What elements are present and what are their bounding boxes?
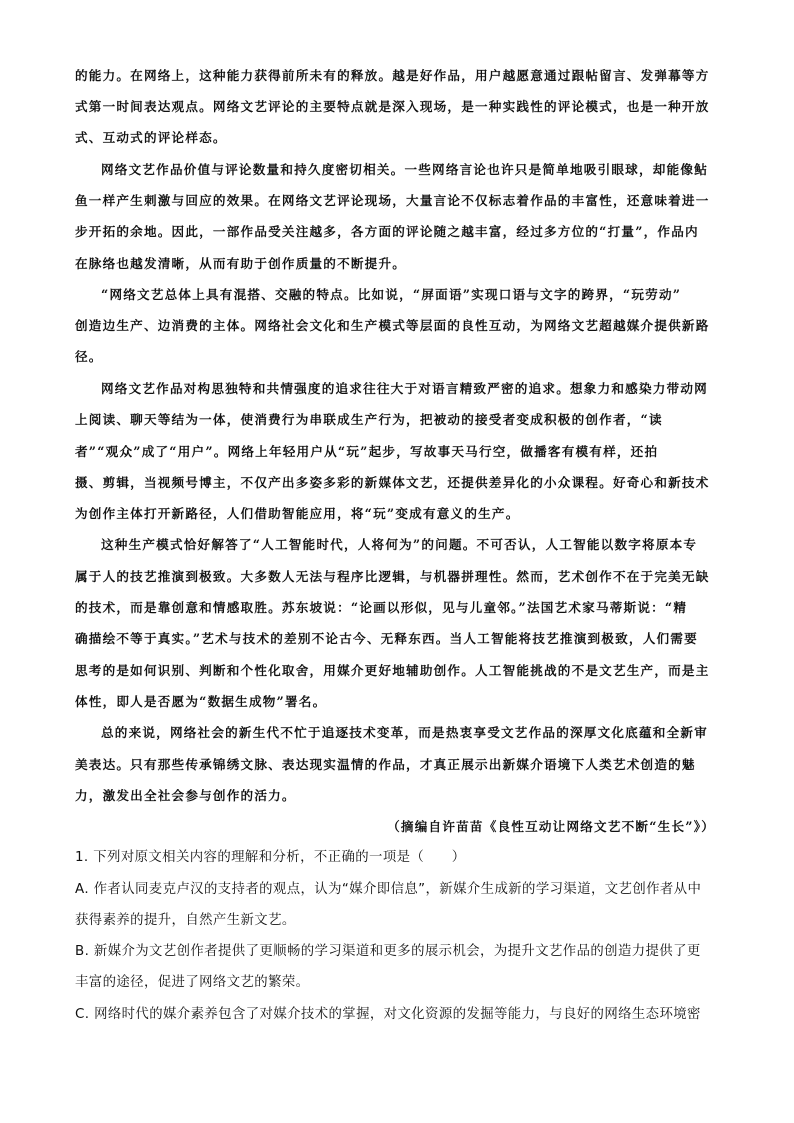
passage-line: “网络文艺总体上具有混搭、交融的特点。比如说，“屏面语”实现口语与文字的跨界，“玩劳动” — [101, 287, 682, 302]
passage-line: 属于人的技艺推演到极致。大多数人无法与程序比逻辑，与机器拼理性。然而，艺术创作不在于完美无缺 — [75, 569, 710, 584]
passage-line: 这种生产模式恰好解答了“人工智能时代，人将何为”的问题。不可否认，人工智能以数字将原本专 — [101, 537, 698, 552]
passage-line: 步开拓的余地。因此，一部作品受关注越多，各方面的评论随之越丰富，经过多方位的“打量”，作品内 — [75, 224, 699, 239]
passage-line: 的技术，而是靠创意和情感取胜。苏东坡说：“论画以形似，见与儿童邻。”法国艺术家马蒂斯说：“精 — [75, 600, 688, 615]
passage-line: 式第一时间表达观点。网络文艺评论的主要特点就是深入现场，是一种实践性的评论模式，也是一种开放 — [75, 99, 710, 114]
source-citation: （摘编自许苗苗《良性互动让网络文艺不断“生长”》） — [387, 819, 715, 834]
passage-line: 美表达。只有那些传承锦绣文脉、表达现实温情的作品，才真正展示出新媒介语境下人类艺术创造的魅 — [75, 757, 696, 772]
passage-line: 为创作主体打开新路径，人们借助智能应用，将“玩”变成有意义的生产。 — [75, 506, 520, 521]
option-b-line: B. 新媒介为文艺创作者提供了更顺畅的学习渠道和更多的展示机会，为提升文艺作品的创造力提供了更 — [75, 944, 701, 959]
question-stem: 1. 下列对原文相关内容的理解和分析，不正确的一项是（ ） — [75, 850, 466, 865]
passage-line: 径。 — [75, 349, 103, 364]
passage-line: 体性，即人是否愿为“数据生成物”署名。 — [75, 694, 327, 709]
option-a-line: 获得素养的提升，自然产生新文艺。 — [75, 913, 296, 928]
passage-line: 摄、剪辑，当视频号博主，不仅产出多姿多彩的新媒体文艺，还提供差异化的小众课程。好奇心和新技术 — [75, 475, 710, 490]
passage-line: 网络文艺作品价值与评论数量和持久度密切相关。一些网络言论也许只是简单地吸引眼球，却能像鲇 — [101, 162, 708, 177]
passage-line: 鱼一样产生刺激与回应的效果。在网络文艺评论现场，大量言论不仅标志着作品的丰富性，还意味着进一 — [75, 193, 710, 208]
option-c-line: C. 网络时代的媒介素养包含了对媒介技术的掌握，对文化资源的发掘等能力，与良好的网络生态环境密 — [75, 1007, 701, 1022]
passage-line: 思考的是如何识别、判断和个性化取舍，用媒介更好地辅助创作。人工智能挑战的不是文艺生产，而是主 — [75, 663, 710, 678]
passage-line: 力，激发出全社会参与创作的活力。 — [75, 788, 296, 803]
option-b-line: 丰富的途径，促进了网络文艺的繁荣。 — [75, 975, 310, 990]
passage-line: 创造边生产、边消费的主体。网络社会文化和生产模式等层面的良性互动，为网络文艺超越媒介提供新路 — [75, 318, 710, 333]
passage-line: 确描绘不等于真实。”艺术与技术的差别不论古今、无释东西。当人工智能将技艺推演到极致，人们需要 — [75, 631, 698, 646]
passage-line: 上阅读、聊天等结为一体，使消费行为串联成生产行为，把被动的接受者变成积极的创作者，“读 — [75, 412, 663, 427]
passage-line: 者”“观众”成了“用户”。网络上年轻用户从“玩”起步，写故事天马行空，做播客有模有样，还拍 — [75, 444, 659, 459]
passage-line: 网络文艺作品对构思独特和共情强度的追求往往大于对语言精致严密的追求。想象力和感染力带动网 — [101, 381, 708, 396]
option-a-line: A. 作者认同麦克卢汉的支持者的观点，认为“媒介即信息”，新媒介生成新的学习渠道，文艺创作者从中 — [75, 882, 702, 897]
passage-line: 的能力。在网络上，这种能力获得前所未有的释放。越是好作品，用户越愿意通过跟帖留言、发弹幕等方 — [75, 68, 710, 83]
passage-line: 式、互动式的评论样态。 — [75, 130, 227, 145]
passage-line: 在脉络也越发清晰，从而有助于创作质量的不断提升。 — [75, 256, 407, 271]
passage-line: 总的来说，网络社会的新生代不忙于追逐技术变革，而是热衷享受文艺作品的深厚文化底蕴和全新审 — [101, 725, 708, 740]
